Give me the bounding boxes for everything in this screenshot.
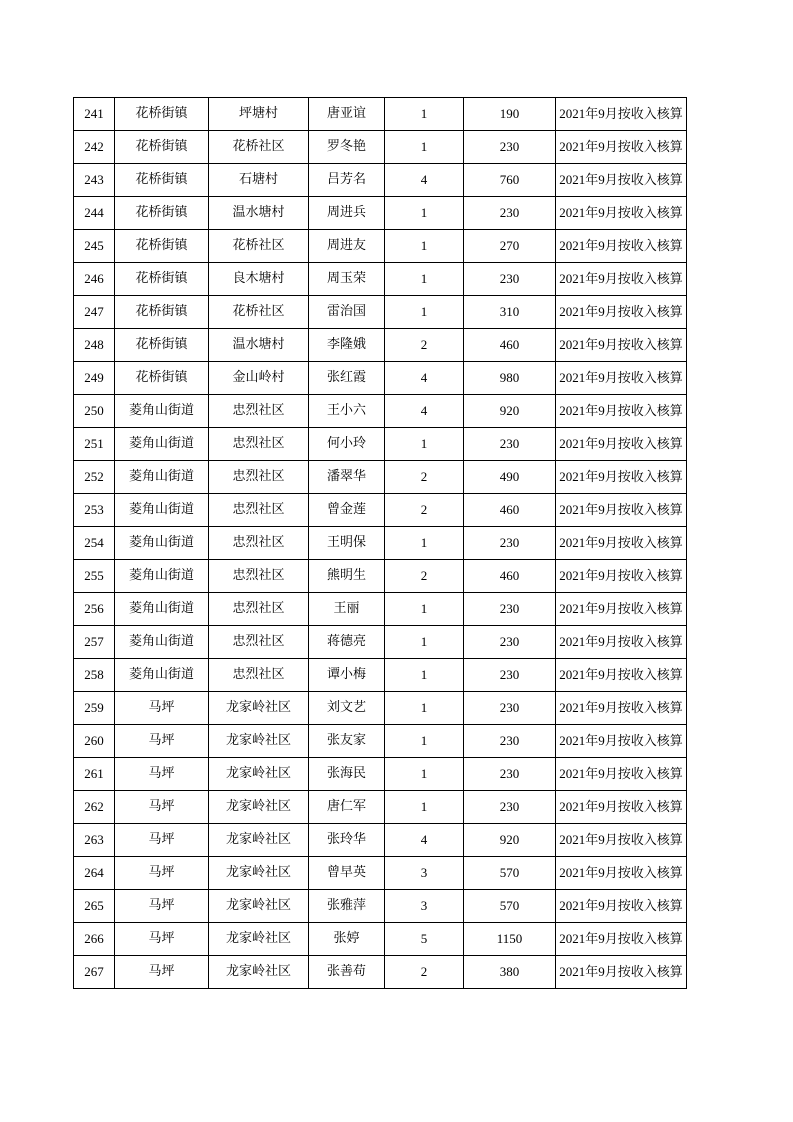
cell-town: 菱角山街道 bbox=[115, 659, 209, 692]
cell-town: 菱角山街道 bbox=[115, 593, 209, 626]
cell-row-number: 262 bbox=[74, 791, 115, 824]
cell-amount: 460 bbox=[464, 494, 556, 527]
cell-amount: 230 bbox=[464, 791, 556, 824]
cell-household-size: 1 bbox=[385, 626, 464, 659]
cell-village: 良木塘村 bbox=[209, 263, 309, 296]
cell-town: 花桥街镇 bbox=[115, 98, 209, 131]
table-row bbox=[74, 956, 687, 989]
cell-town: 花桥街镇 bbox=[115, 197, 209, 230]
cell-person-name: 李隆娥 bbox=[309, 329, 385, 362]
cell-town: 花桥街镇 bbox=[115, 362, 209, 395]
cell-village: 石塘村 bbox=[209, 164, 309, 197]
table-row bbox=[74, 494, 687, 527]
table-row bbox=[74, 329, 687, 362]
table-row bbox=[74, 857, 687, 890]
cell-note: 2021年9月按收入核算 bbox=[556, 230, 687, 263]
cell-amount: 190 bbox=[464, 98, 556, 131]
cell-note: 2021年9月按收入核算 bbox=[556, 164, 687, 197]
cell-village: 忠烈社区 bbox=[209, 593, 309, 626]
table-row bbox=[74, 758, 687, 791]
cell-town: 菱角山街道 bbox=[115, 428, 209, 461]
cell-note: 2021年9月按收入核算 bbox=[556, 824, 687, 857]
cell-note: 2021年9月按收入核算 bbox=[556, 890, 687, 923]
cell-village: 花桥社区 bbox=[209, 296, 309, 329]
table-row bbox=[74, 824, 687, 857]
cell-person-name: 周进兵 bbox=[309, 197, 385, 230]
cell-town: 马坪 bbox=[115, 791, 209, 824]
cell-village: 忠烈社区 bbox=[209, 659, 309, 692]
table-body bbox=[74, 98, 687, 989]
cell-person-name: 唐亚谊 bbox=[309, 98, 385, 131]
cell-village: 忠烈社区 bbox=[209, 494, 309, 527]
cell-note: 2021年9月按收入核算 bbox=[556, 791, 687, 824]
cell-town: 菱角山街道 bbox=[115, 461, 209, 494]
cell-person-name: 曾早英 bbox=[309, 857, 385, 890]
cell-person-name: 熊明生 bbox=[309, 560, 385, 593]
table-row bbox=[74, 296, 687, 329]
table-row bbox=[74, 164, 687, 197]
cell-village: 忠烈社区 bbox=[209, 428, 309, 461]
cell-amount: 760 bbox=[464, 164, 556, 197]
cell-household-size: 1 bbox=[385, 296, 464, 329]
table-row bbox=[74, 263, 687, 296]
cell-town: 花桥街镇 bbox=[115, 164, 209, 197]
cell-row-number: 266 bbox=[74, 923, 115, 956]
cell-village: 龙家岭社区 bbox=[209, 824, 309, 857]
cell-village: 忠烈社区 bbox=[209, 626, 309, 659]
cell-amount: 1150 bbox=[464, 923, 556, 956]
cell-town: 菱角山街道 bbox=[115, 494, 209, 527]
cell-town: 花桥街镇 bbox=[115, 263, 209, 296]
cell-amount: 230 bbox=[464, 197, 556, 230]
cell-village: 龙家岭社区 bbox=[209, 692, 309, 725]
cell-household-size: 4 bbox=[385, 824, 464, 857]
table-row bbox=[74, 197, 687, 230]
table-row bbox=[74, 593, 687, 626]
cell-town: 菱角山街道 bbox=[115, 626, 209, 659]
table-row bbox=[74, 725, 687, 758]
cell-town: 花桥街镇 bbox=[115, 131, 209, 164]
cell-village: 龙家岭社区 bbox=[209, 791, 309, 824]
cell-village: 温水塘村 bbox=[209, 197, 309, 230]
cell-row-number: 258 bbox=[74, 659, 115, 692]
cell-amount: 460 bbox=[464, 329, 556, 362]
cell-person-name: 张婷 bbox=[309, 923, 385, 956]
cell-person-name: 张雅萍 bbox=[309, 890, 385, 923]
cell-village: 龙家岭社区 bbox=[209, 857, 309, 890]
cell-village: 忠烈社区 bbox=[209, 560, 309, 593]
table-row bbox=[74, 131, 687, 164]
cell-household-size: 2 bbox=[385, 560, 464, 593]
cell-household-size: 2 bbox=[385, 956, 464, 989]
cell-row-number: 249 bbox=[74, 362, 115, 395]
cell-note: 2021年9月按收入核算 bbox=[556, 758, 687, 791]
cell-note: 2021年9月按收入核算 bbox=[556, 956, 687, 989]
cell-person-name: 王丽 bbox=[309, 593, 385, 626]
cell-row-number: 243 bbox=[74, 164, 115, 197]
cell-row-number: 260 bbox=[74, 725, 115, 758]
cell-town: 菱角山街道 bbox=[115, 395, 209, 428]
cell-amount: 230 bbox=[464, 527, 556, 560]
cell-household-size: 1 bbox=[385, 197, 464, 230]
cell-row-number: 247 bbox=[74, 296, 115, 329]
cell-town: 马坪 bbox=[115, 725, 209, 758]
cell-household-size: 1 bbox=[385, 725, 464, 758]
cell-row-number: 252 bbox=[74, 461, 115, 494]
cell-note: 2021年9月按收入核算 bbox=[556, 923, 687, 956]
cell-row-number: 257 bbox=[74, 626, 115, 659]
cell-person-name: 罗冬艳 bbox=[309, 131, 385, 164]
cell-household-size: 1 bbox=[385, 791, 464, 824]
cell-note: 2021年9月按收入核算 bbox=[556, 527, 687, 560]
cell-amount: 230 bbox=[464, 263, 556, 296]
cell-household-size: 1 bbox=[385, 428, 464, 461]
cell-town: 马坪 bbox=[115, 824, 209, 857]
cell-household-size: 1 bbox=[385, 758, 464, 791]
cell-amount: 230 bbox=[464, 659, 556, 692]
cell-row-number: 251 bbox=[74, 428, 115, 461]
cell-village: 龙家岭社区 bbox=[209, 890, 309, 923]
cell-household-size: 2 bbox=[385, 494, 464, 527]
cell-village: 龙家岭社区 bbox=[209, 758, 309, 791]
cell-amount: 920 bbox=[464, 824, 556, 857]
cell-note: 2021年9月按收入核算 bbox=[556, 428, 687, 461]
cell-note: 2021年9月按收入核算 bbox=[556, 362, 687, 395]
cell-person-name: 王明保 bbox=[309, 527, 385, 560]
table-row bbox=[74, 527, 687, 560]
cell-village: 花桥社区 bbox=[209, 131, 309, 164]
cell-row-number: 246 bbox=[74, 263, 115, 296]
cell-amount: 230 bbox=[464, 626, 556, 659]
cell-note: 2021年9月按收入核算 bbox=[556, 593, 687, 626]
cell-household-size: 1 bbox=[385, 659, 464, 692]
cell-household-size: 1 bbox=[385, 230, 464, 263]
cell-note: 2021年9月按收入核算 bbox=[556, 857, 687, 890]
cell-amount: 570 bbox=[464, 857, 556, 890]
cell-row-number: 242 bbox=[74, 131, 115, 164]
cell-row-number: 255 bbox=[74, 560, 115, 593]
cell-note: 2021年9月按收入核算 bbox=[556, 461, 687, 494]
cell-amount: 570 bbox=[464, 890, 556, 923]
table-row bbox=[74, 362, 687, 395]
cell-town: 马坪 bbox=[115, 890, 209, 923]
cell-town: 菱角山街道 bbox=[115, 560, 209, 593]
cell-household-size: 3 bbox=[385, 857, 464, 890]
cell-person-name: 何小玲 bbox=[309, 428, 385, 461]
cell-amount: 380 bbox=[464, 956, 556, 989]
cell-row-number: 245 bbox=[74, 230, 115, 263]
cell-village: 忠烈社区 bbox=[209, 527, 309, 560]
cell-village: 花桥社区 bbox=[209, 230, 309, 263]
cell-village: 金山岭村 bbox=[209, 362, 309, 395]
table-row bbox=[74, 923, 687, 956]
cell-row-number: 248 bbox=[74, 329, 115, 362]
cell-note: 2021年9月按收入核算 bbox=[556, 329, 687, 362]
cell-row-number: 259 bbox=[74, 692, 115, 725]
cell-note: 2021年9月按收入核算 bbox=[556, 395, 687, 428]
cell-note: 2021年9月按收入核算 bbox=[556, 692, 687, 725]
cell-amount: 230 bbox=[464, 725, 556, 758]
cell-row-number: 263 bbox=[74, 824, 115, 857]
cell-person-name: 雷治国 bbox=[309, 296, 385, 329]
cell-person-name: 唐仁军 bbox=[309, 791, 385, 824]
cell-village: 忠烈社区 bbox=[209, 395, 309, 428]
cell-amount: 980 bbox=[464, 362, 556, 395]
cell-row-number: 250 bbox=[74, 395, 115, 428]
cell-household-size: 1 bbox=[385, 131, 464, 164]
cell-household-size: 1 bbox=[385, 263, 464, 296]
cell-household-size: 2 bbox=[385, 461, 464, 494]
table-row bbox=[74, 692, 687, 725]
cell-amount: 310 bbox=[464, 296, 556, 329]
cell-note: 2021年9月按收入核算 bbox=[556, 131, 687, 164]
cell-amount: 230 bbox=[464, 428, 556, 461]
cell-person-name: 周玉荣 bbox=[309, 263, 385, 296]
table-row bbox=[74, 98, 687, 131]
data-table bbox=[73, 97, 687, 989]
cell-person-name: 张海民 bbox=[309, 758, 385, 791]
cell-note: 2021年9月按收入核算 bbox=[556, 296, 687, 329]
cell-town: 马坪 bbox=[115, 956, 209, 989]
cell-row-number: 254 bbox=[74, 527, 115, 560]
cell-row-number: 244 bbox=[74, 197, 115, 230]
cell-amount: 490 bbox=[464, 461, 556, 494]
cell-person-name: 张友家 bbox=[309, 725, 385, 758]
table-row bbox=[74, 560, 687, 593]
cell-note: 2021年9月按收入核算 bbox=[556, 494, 687, 527]
cell-amount: 270 bbox=[464, 230, 556, 263]
cell-household-size: 4 bbox=[385, 395, 464, 428]
cell-town: 花桥街镇 bbox=[115, 296, 209, 329]
cell-person-name: 张玲华 bbox=[309, 824, 385, 857]
cell-row-number: 253 bbox=[74, 494, 115, 527]
cell-row-number: 256 bbox=[74, 593, 115, 626]
table-row bbox=[74, 230, 687, 263]
cell-row-number: 264 bbox=[74, 857, 115, 890]
cell-household-size: 1 bbox=[385, 593, 464, 626]
cell-person-name: 王小六 bbox=[309, 395, 385, 428]
cell-village: 忠烈社区 bbox=[209, 461, 309, 494]
cell-person-name: 张善苟 bbox=[309, 956, 385, 989]
cell-row-number: 267 bbox=[74, 956, 115, 989]
cell-village: 龙家岭社区 bbox=[209, 923, 309, 956]
table-row bbox=[74, 890, 687, 923]
cell-person-name: 潘翠华 bbox=[309, 461, 385, 494]
cell-amount: 230 bbox=[464, 131, 556, 164]
cell-amount: 230 bbox=[464, 593, 556, 626]
table-row bbox=[74, 395, 687, 428]
cell-note: 2021年9月按收入核算 bbox=[556, 659, 687, 692]
cell-town: 花桥街镇 bbox=[115, 230, 209, 263]
cell-town: 马坪 bbox=[115, 692, 209, 725]
cell-amount: 920 bbox=[464, 395, 556, 428]
cell-village: 坪塘村 bbox=[209, 98, 309, 131]
table-row bbox=[74, 791, 687, 824]
cell-household-size: 4 bbox=[385, 164, 464, 197]
cell-note: 2021年9月按收入核算 bbox=[556, 560, 687, 593]
cell-town: 菱角山街道 bbox=[115, 527, 209, 560]
cell-note: 2021年9月按收入核算 bbox=[556, 197, 687, 230]
table-row bbox=[74, 626, 687, 659]
cell-person-name: 吕芳名 bbox=[309, 164, 385, 197]
cell-town: 马坪 bbox=[115, 923, 209, 956]
cell-person-name: 谭小梅 bbox=[309, 659, 385, 692]
cell-town: 花桥街镇 bbox=[115, 329, 209, 362]
cell-note: 2021年9月按收入核算 bbox=[556, 626, 687, 659]
cell-person-name: 蒋德亮 bbox=[309, 626, 385, 659]
cell-person-name: 刘文艺 bbox=[309, 692, 385, 725]
cell-household-size: 1 bbox=[385, 98, 464, 131]
table-row bbox=[74, 461, 687, 494]
cell-row-number: 261 bbox=[74, 758, 115, 791]
cell-town: 马坪 bbox=[115, 758, 209, 791]
cell-amount: 230 bbox=[464, 692, 556, 725]
cell-amount: 460 bbox=[464, 560, 556, 593]
table-row bbox=[74, 428, 687, 461]
cell-note: 2021年9月按收入核算 bbox=[556, 98, 687, 131]
cell-village: 龙家岭社区 bbox=[209, 725, 309, 758]
cell-village: 温水塘村 bbox=[209, 329, 309, 362]
cell-person-name: 曾金莲 bbox=[309, 494, 385, 527]
cell-household-size: 5 bbox=[385, 923, 464, 956]
cell-amount: 230 bbox=[464, 758, 556, 791]
cell-household-size: 3 bbox=[385, 890, 464, 923]
cell-person-name: 张红霞 bbox=[309, 362, 385, 395]
cell-household-size: 2 bbox=[385, 329, 464, 362]
cell-row-number: 241 bbox=[74, 98, 115, 131]
cell-row-number: 265 bbox=[74, 890, 115, 923]
cell-town: 马坪 bbox=[115, 857, 209, 890]
cell-note: 2021年9月按收入核算 bbox=[556, 263, 687, 296]
cell-household-size: 1 bbox=[385, 527, 464, 560]
table-row bbox=[74, 659, 687, 692]
cell-household-size: 1 bbox=[385, 692, 464, 725]
cell-village: 龙家岭社区 bbox=[209, 956, 309, 989]
cell-household-size: 4 bbox=[385, 362, 464, 395]
cell-note: 2021年9月按收入核算 bbox=[556, 725, 687, 758]
cell-person-name: 周进友 bbox=[309, 230, 385, 263]
